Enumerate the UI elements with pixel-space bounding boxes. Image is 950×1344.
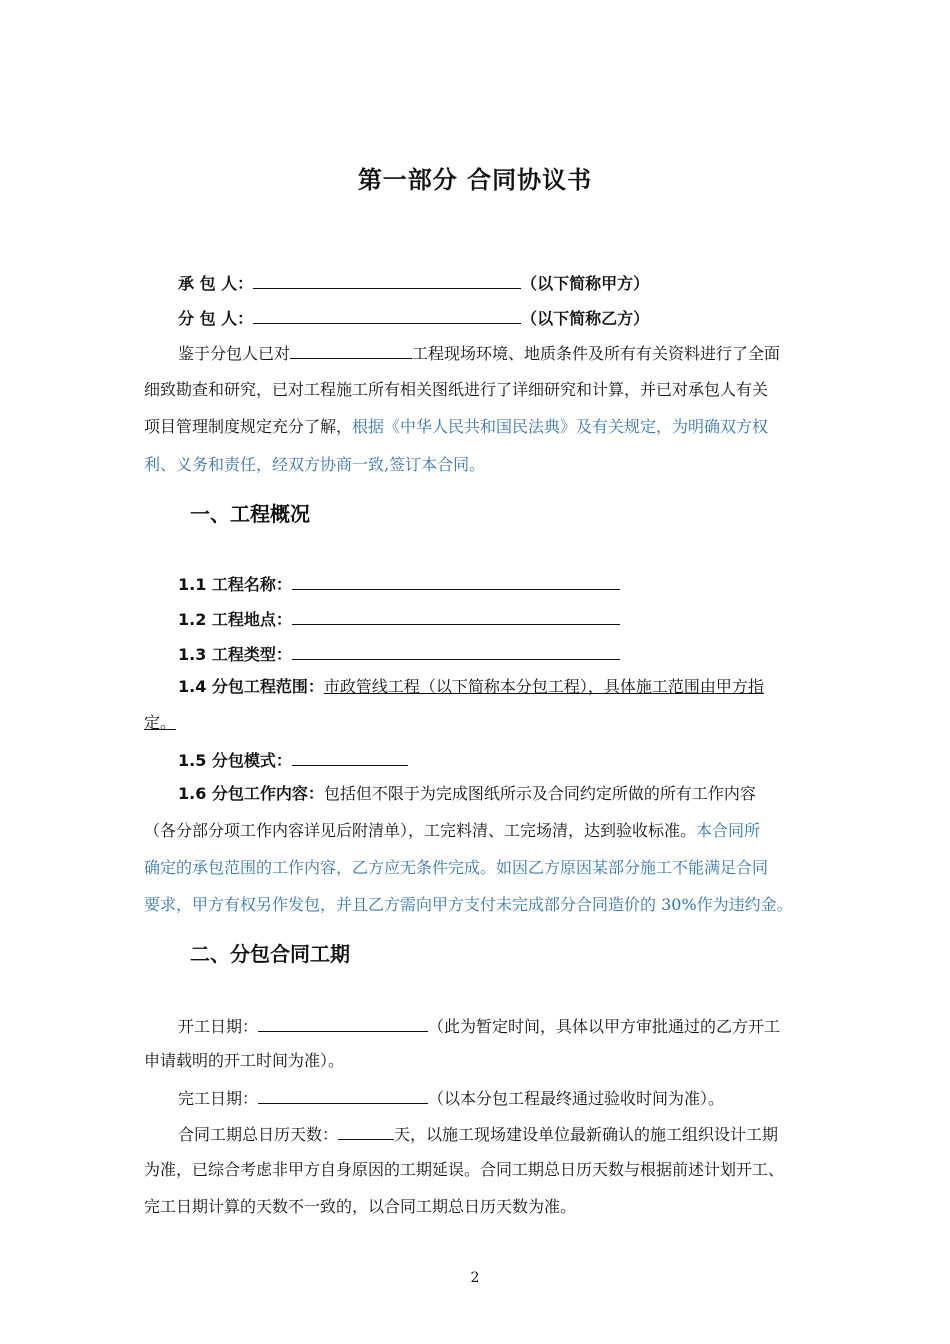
end-date-line [178, 1087, 724, 1109]
project-blank [290, 342, 412, 359]
end-date-note: （以本分包工程最终通过验收时间为准）。 [428, 1089, 725, 1108]
contractor-blank [253, 272, 521, 289]
scope-line-1 [178, 677, 764, 697]
project-name-label: 1.1 工程名称： [178, 575, 292, 594]
section-2-heading: 二、分包合同工期 [190, 942, 350, 966]
preamble-text: 工程现场环境、地质条件及所有有关资料进行了全面 [412, 344, 781, 363]
preamble-text: 项目管理制度规定充分了解， [144, 417, 353, 436]
start-date-blank [258, 1015, 428, 1032]
contractor-suffix: （以下简称甲方） [521, 274, 650, 293]
content-highlight: 本合同所 [696, 821, 761, 840]
project-location-line [178, 608, 620, 630]
page-number: 2 [470, 1270, 480, 1286]
end-date-blank [258, 1087, 428, 1104]
content-label: 1.6 分包工作内容： [178, 784, 324, 803]
content-line-1 [178, 784, 756, 804]
total-days-label: 合同工期总日历天数： [178, 1125, 339, 1144]
project-type-line [178, 643, 620, 665]
preamble-line-3 [144, 417, 768, 437]
contractor-label: 承 包 人： [178, 274, 254, 293]
scope-text: 市政管线工程（以下简称本分包工程），具体施工范围由甲方指 [323, 677, 764, 696]
preamble-text: 鉴于分包人已对 [178, 344, 291, 363]
subcontractor-label: 分 包 人： [178, 309, 254, 328]
document-title: 第一部分 合同协议书 [357, 166, 593, 194]
total-days-blank [338, 1123, 394, 1140]
end-date-label: 完工日期： [178, 1089, 259, 1108]
preamble-line-1 [178, 342, 780, 364]
project-type-label: 1.3 工程类型： [178, 645, 292, 664]
mode-label: 1.5 分包模式： [178, 751, 292, 770]
total-days-text: 天，以施工现场建设单位最新确认的施工组织设计工期 [394, 1125, 779, 1144]
contractor-line [178, 272, 649, 294]
preamble-line-4: 利、义务和责任，经双方协商一致,签订本合同。 [144, 455, 486, 474]
content-line-2 [144, 821, 760, 841]
project-type-blank [292, 643, 620, 660]
project-name-blank [292, 573, 620, 590]
content-line-3: 确定的承包范围的工作内容，乙方应无条件完成。如因乙方原因某部分施工不能满足合同 [144, 858, 769, 877]
preamble-highlight: 根据《中华人民共和国民法典》及有关规定，为明确双方权 [352, 417, 769, 436]
start-date-line-2: 申请载明的开工时间为准）。 [144, 1051, 345, 1070]
preamble-line-2: 细致勘查和研究，已对工程施工所有相关图纸进行了详细研究和计算，并已对承包人有关 [144, 380, 769, 399]
start-date-label: 开工日期： [178, 1017, 259, 1036]
content-text: （各分部分项工作内容详见后附清单），工完料清、工完场清，达到验收标准。 [144, 821, 697, 840]
scope-line-2: 定。 [144, 713, 177, 732]
project-name-line [178, 573, 620, 595]
project-location-blank [292, 608, 620, 625]
section-1-heading: 一、工程概况 [190, 502, 310, 526]
subcontractor-blank [253, 307, 521, 324]
subcontractor-suffix: （以下简称乙方） [521, 309, 650, 328]
total-days-line-3: 完工日期计算的天数不一致的，以合同工期总日历天数为准。 [144, 1197, 577, 1216]
content-line-4: 要求，甲方有权另作发包，并且乙方需向甲方支付未完成部分合同造价的 30%作为违约金。 [144, 895, 793, 914]
project-location-label: 1.2 工程地点： [178, 610, 292, 629]
start-date-line [178, 1015, 780, 1037]
content-text: 包括但不限于为完成图纸所示及合同约定所做的所有工作内容 [323, 784, 756, 803]
mode-blank [292, 749, 408, 766]
scope-label: 1.4 分包工程范围： [178, 677, 324, 696]
total-days-line [178, 1123, 778, 1145]
start-date-note: （此为暂定时间，具体以甲方审批通过的乙方开工 [428, 1017, 781, 1036]
mode-line [178, 749, 408, 771]
total-days-line-2: 为准，已综合考虑非甲方自身原因的工期延误。合同工期总日历天数与根据前述计划开工、 [144, 1160, 785, 1179]
subcontractor-line [178, 307, 649, 329]
